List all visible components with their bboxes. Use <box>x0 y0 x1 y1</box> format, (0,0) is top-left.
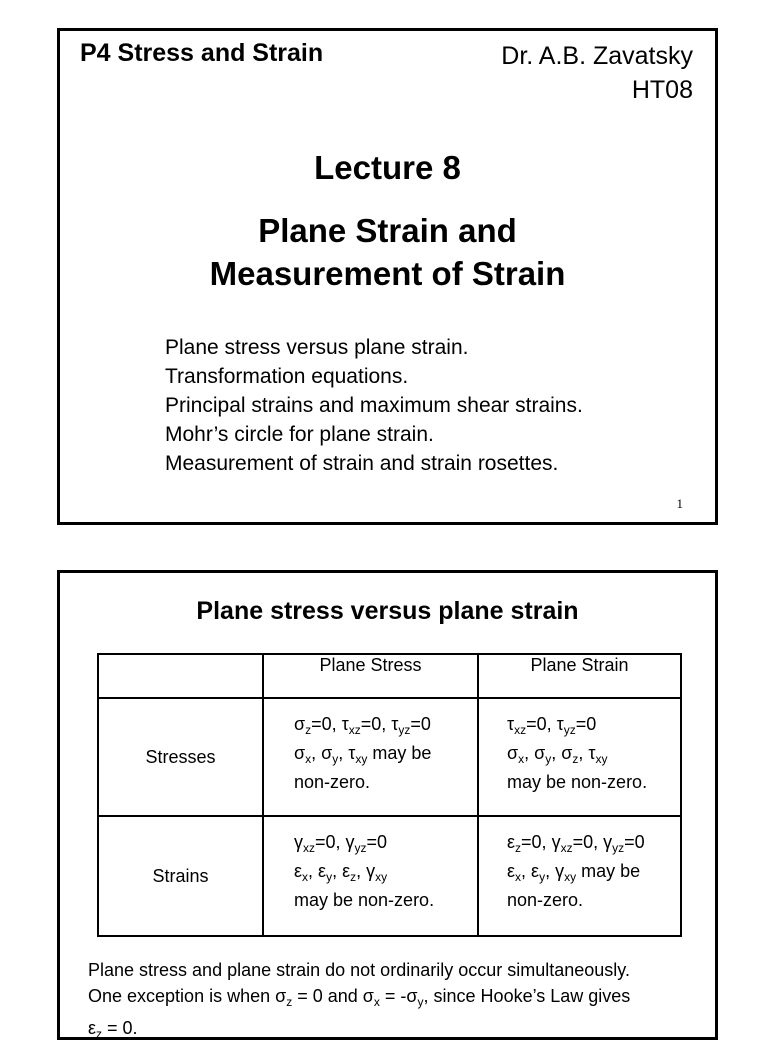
col-header-plane-strain: Plane Strain <box>478 654 681 698</box>
row-label-stresses: Stresses <box>98 698 263 816</box>
slide-1 <box>57 28 718 525</box>
topic-item: Measurement of strain and strain rosettes. <box>165 452 559 475</box>
author-name: Dr. A.B. Zavatsky <box>501 42 693 70</box>
col-header-plane-stress: Plane Stress <box>263 654 478 698</box>
topic-item: Plane stress versus plane strain. <box>165 336 469 359</box>
note-line-3: $\varepsilon_z = 0$. <box>88 1018 138 1041</box>
author-block <box>501 39 693 107</box>
topic-item: Mohr’s circle for plane strain. <box>165 423 434 446</box>
lecture-title <box>60 209 715 295</box>
table-row <box>98 698 681 816</box>
course-title: P4 Stress and Strain <box>80 39 324 67</box>
topic-list <box>165 333 583 478</box>
table-corner-cell <box>98 654 263 698</box>
lecture-title-line-2: Measurement of Strain <box>209 255 566 292</box>
term-label: HT08 <box>631 76 693 104</box>
explanatory-note <box>88 957 708 1047</box>
cell-line: $\gamma_{xz}=0$, $\gamma_{yz}=0$ <box>294 832 388 855</box>
cell-line: may be non-zero. <box>507 772 648 792</box>
topic-item: Transformation equations. <box>165 365 409 388</box>
cell-line: $\tau_{xz}=0$, $\tau_{yz}=0$ <box>507 714 597 737</box>
slide-2 <box>57 570 718 1040</box>
lecture-title-line-1: Plane Strain and <box>258 212 517 249</box>
comparison-table <box>97 653 682 937</box>
cell-line: may be non-zero. <box>294 890 435 910</box>
cell-line: non-zero. <box>507 890 584 910</box>
cell-stress-plane-strain <box>478 698 681 816</box>
cell-strain-plane-strain <box>478 816 681 936</box>
cell-line: $\sigma_z=0$, $\tau_{xz}=0$, $\tau_{yz}=0$ <box>294 714 431 737</box>
table-row <box>98 816 681 936</box>
cell-line: $\varepsilon_x$, $\varepsilon_y$, $\gamma_{xy}$ may be <box>507 861 641 884</box>
table-header-row <box>98 654 681 698</box>
cell-line: non-zero. <box>294 772 371 792</box>
note-line-1: Plane stress and plane strain do not ordinarily occur simultaneously. <box>88 960 630 980</box>
page-number: 1 <box>676 496 683 511</box>
note-line-2: One exception is when $\sigma_z = 0$ and $\sigma_x = -\sigma_y$, since Hooke’s Law gives <box>88 986 631 1009</box>
cell-line: $\sigma_x$, $\sigma_y$, $\tau_{xy}$ may be <box>294 743 432 766</box>
topic-item: Principal strains and maximum shear strains. <box>165 394 583 417</box>
cell-strain-plane-stress <box>263 816 478 936</box>
cell-line: $\varepsilon_x$, $\varepsilon_y$, $\varepsilon_z$, $\gamma_{xy}$ <box>294 861 388 884</box>
cell-line: $\varepsilon_z=0$, $\gamma_{xz}=0$, $\gamma_{yz}=0$ <box>507 832 645 855</box>
row-label-strains: Strains <box>98 816 263 936</box>
cell-line: $\sigma_x$, $\sigma_y$, $\sigma_z$, $\tau_{xy}$ <box>507 743 608 766</box>
lecture-number: Lecture 8 <box>314 149 461 186</box>
cell-stress-plane-stress <box>263 698 478 816</box>
slide-title: Plane stress versus plane strain <box>196 597 579 625</box>
